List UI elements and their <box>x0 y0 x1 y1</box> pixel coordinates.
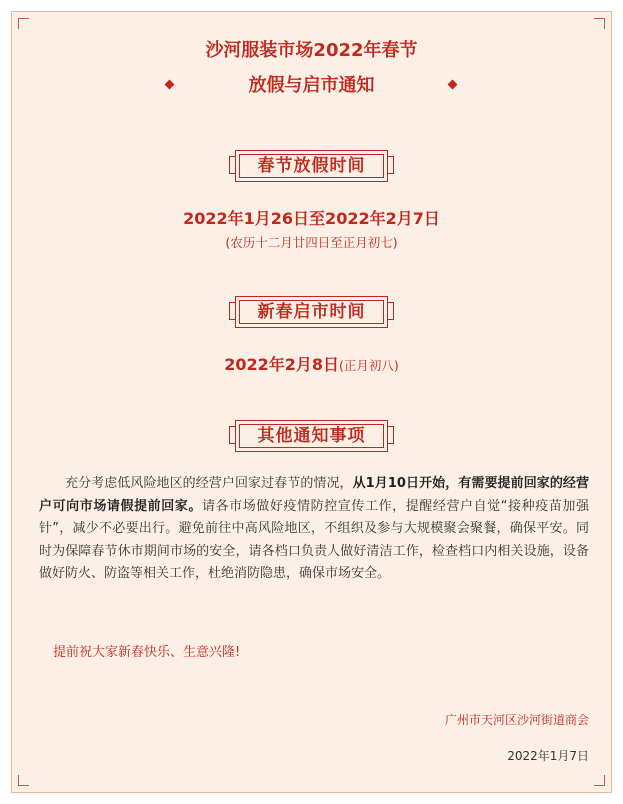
section-label: 春节放假时间 <box>257 156 366 176</box>
corner-ornament <box>594 18 605 29</box>
section-label: 新春启市时间 <box>257 302 366 322</box>
notice-text: 充分考虑低风险地区的经营户回家过春节的情况， <box>65 476 353 491</box>
holiday-lunar-dates: (农历十二月廿四日至正月初七) <box>225 235 398 250</box>
section-label: 其他通知事项 <box>257 426 366 446</box>
corner-ornament <box>18 775 29 786</box>
notice-highlight: 从1月10日开始，有需要提前回家的经营户可向市场请假提前回家。 <box>39 476 589 514</box>
signature: 广州市天河区沙河街道商会 <box>444 713 589 727</box>
notice-card <box>11 11 612 793</box>
notice-paragraph <box>39 473 589 586</box>
corner-ornament <box>18 18 29 29</box>
reopen-line <box>0 352 623 375</box>
title-line-2: 放假与启市通知 <box>248 75 375 96</box>
holiday-dates: 2022年1月26日至2022年2月7日 <box>183 209 440 228</box>
new-year-wish: 提前祝大家新春快乐、生意兴隆! <box>53 645 241 660</box>
section-header-holiday <box>229 148 394 184</box>
reopen-lunar: (正月初八) <box>339 358 399 373</box>
corner-ornament <box>594 775 605 786</box>
notice-text: 请各市场做好疫情防控宣传工作，提醒经营户自觉“接种疫苗加强针”，减少不必要出行。避免前往中高风险地区，不组织及参与大规模聚会聚餐，确保平安。同时为保障春节休市期间市场的安全，请各档口负责人做好清洁工作，检查档口内相关设施，设备做好防火、防盗等相关工作，杜绝消防隐患，确保市场安全。 <box>39 498 589 581</box>
section-header-reopen <box>229 294 394 330</box>
section-header-other <box>229 418 394 454</box>
title-line-1: 沙河服装市场2022年春节 <box>205 40 418 61</box>
notice-date: 2022年1月7日 <box>507 749 589 763</box>
reopen-date: 2022年2月8日 <box>224 355 340 374</box>
